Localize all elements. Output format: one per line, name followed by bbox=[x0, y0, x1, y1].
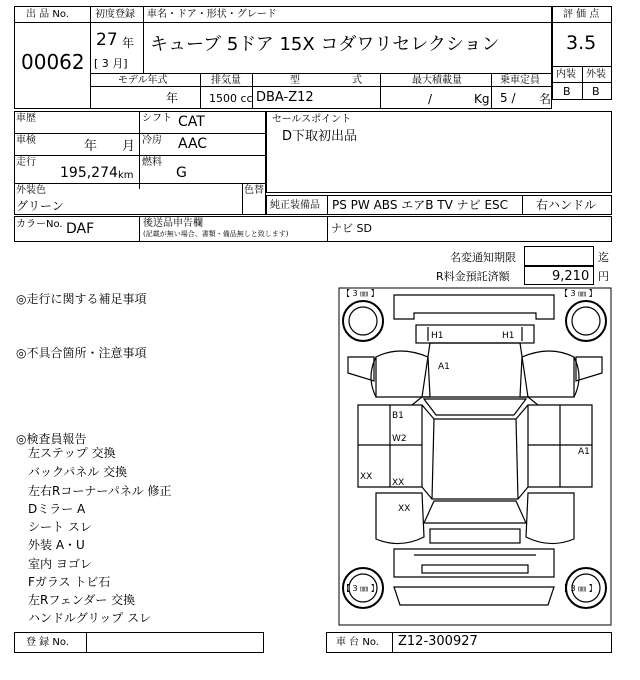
shift-label: シフト bbox=[142, 113, 172, 124]
type-label-2: 式 bbox=[352, 75, 362, 86]
chassis-no-label: 車 台 No. bbox=[336, 637, 379, 648]
tire-label-front-right: 【 3 ㎜ 】 bbox=[560, 289, 597, 298]
after-label: 後送品申告欄 bbox=[143, 218, 203, 229]
mark-xx-lower: XX bbox=[398, 504, 411, 514]
mark-a1-hood: A1 bbox=[438, 362, 450, 372]
ext-color-label: 外装色 bbox=[16, 185, 46, 196]
history-label: 車歴 bbox=[16, 113, 36, 124]
recycle-unit: 円 bbox=[598, 270, 609, 283]
inspector-item: バックパネル 交換 bbox=[28, 465, 128, 479]
inspector-report-label: ◎検査員報告 bbox=[16, 432, 87, 446]
front-bumper-outline bbox=[394, 295, 554, 319]
name-change-unit: 迄 bbox=[598, 251, 609, 264]
mark-h1-left: H1 bbox=[431, 331, 444, 341]
lot-number-label: 出 品 No. bbox=[26, 9, 69, 20]
interior-grade: B bbox=[563, 85, 571, 98]
mark-b1: B1 bbox=[392, 411, 404, 421]
after-items: ナビ SD bbox=[331, 222, 372, 235]
inspection-label: 車検 bbox=[16, 135, 36, 146]
max-load-label: 最大積載量 bbox=[412, 75, 462, 86]
car-damage-diagram bbox=[338, 287, 612, 627]
car-name: キューブ 5ドア 15X コダワリセレクション bbox=[150, 34, 500, 55]
first-reg-year: 27 bbox=[96, 30, 118, 50]
recycle-value: 9,210 bbox=[552, 269, 590, 284]
interior-label: 内装 bbox=[556, 69, 576, 80]
name-change-label: 名変通知期限 bbox=[450, 251, 516, 264]
mileage-value: 195,274 bbox=[60, 165, 118, 181]
vehicle-type: DBA-Z12 bbox=[256, 90, 314, 105]
color-no-value: DAF bbox=[66, 221, 95, 237]
inspection-month-unit: 月 bbox=[122, 139, 136, 154]
capacity-label: 乗車定員 bbox=[500, 75, 540, 86]
shift-value: CAT bbox=[178, 114, 205, 130]
displacement-label: 排気量 bbox=[211, 75, 241, 86]
mark-xx-left: XX bbox=[360, 472, 373, 482]
color-no-label: カラーNo. bbox=[16, 219, 63, 230]
ac-label: 冷房 bbox=[142, 135, 162, 146]
first-reg-month: [ 3 月] bbox=[94, 57, 128, 70]
mark-xx-center: XX bbox=[392, 478, 405, 488]
displacement: 1500 cc bbox=[209, 92, 253, 105]
capacity-unit: 名 bbox=[539, 92, 552, 106]
tire-label-rear-right: 【 3 ㎜ 】 bbox=[560, 584, 597, 593]
mileage-unit: km bbox=[118, 170, 134, 181]
max-load-unit: Kg bbox=[474, 92, 490, 106]
mark-w2: W2 bbox=[392, 434, 407, 444]
registration-no-label: 登 録 No. bbox=[26, 637, 69, 648]
inspector-item: 外装 A・U bbox=[28, 538, 85, 552]
defect-notes-label: ◎不具合箇所・注意事項 bbox=[16, 346, 147, 360]
recolor-label: 色替 bbox=[244, 185, 264, 196]
sales-point-label: セールスポイント bbox=[272, 114, 352, 125]
max-load-slash: / bbox=[428, 92, 433, 106]
roof-outline bbox=[432, 419, 518, 499]
mileage-label: 走行 bbox=[16, 157, 36, 168]
after-note: (記載が無い場合、書類・備品無しと致します) bbox=[143, 230, 289, 238]
fuel-label: 燃料 bbox=[142, 157, 162, 168]
equipment-value: PS PW ABS エアB TV ナビ ESC bbox=[332, 198, 509, 212]
year-unit: 年 bbox=[122, 36, 135, 50]
name-change-field bbox=[524, 246, 594, 266]
inspection-year-unit: 年 bbox=[84, 139, 98, 154]
equipment-label: 純正装備品 bbox=[270, 200, 320, 211]
inspector-item: 左ステップ 交換 bbox=[28, 446, 116, 460]
car-name-label: 車名・ドア・形状・グレード bbox=[147, 9, 277, 20]
ext-color-value: グリーン bbox=[16, 199, 64, 213]
inspector-item: ハンドルグリップ スレ bbox=[28, 611, 152, 625]
capacity: 5 / bbox=[500, 91, 516, 105]
lot-number: 00062 bbox=[21, 50, 85, 74]
color-no-box bbox=[14, 216, 612, 242]
inspector-item: 室内 ヨゴレ bbox=[28, 557, 92, 571]
mark-a1-side: A1 bbox=[578, 447, 590, 457]
tire-label-front-left: 【 3 ㎜ 】 bbox=[342, 289, 379, 298]
inspector-item: シート スレ bbox=[28, 520, 92, 534]
inspector-item: Fガラス トビ石 bbox=[28, 575, 111, 589]
model-year-label: モデル年式 bbox=[118, 75, 168, 86]
fuel-value: G bbox=[176, 165, 187, 181]
handle-value: 右ハンドル bbox=[536, 198, 597, 212]
first-reg-label: 初度登録 bbox=[95, 9, 135, 20]
inspector-item: 左右Rコーナーパネル 修正 bbox=[28, 484, 172, 498]
sales-point-value: D下取初出品 bbox=[282, 129, 358, 144]
mark-h1-right: H1 bbox=[502, 331, 515, 341]
windshield-outline bbox=[424, 399, 526, 415]
type-label: 型 bbox=[290, 75, 300, 86]
tire-label-rear-left: 【 3 ㎜ 】 bbox=[342, 584, 379, 593]
inspector-item: Dミラー A bbox=[28, 502, 86, 516]
ac-value: AAC bbox=[178, 136, 208, 152]
score-label: 評 価 点 bbox=[563, 9, 600, 20]
recycle-label: R料金預託済額 bbox=[436, 270, 510, 283]
inspector-item: 左Rフェンダー 交換 bbox=[28, 593, 136, 607]
chassis-no: Z12-300927 bbox=[398, 634, 478, 649]
overall-score: 3.5 bbox=[566, 32, 597, 54]
running-notes-label: ◎走行に関する補足事項 bbox=[16, 292, 147, 306]
model-year-unit: 年 bbox=[166, 91, 179, 105]
exterior-grade: B bbox=[592, 85, 600, 98]
exterior-label: 外装 bbox=[586, 69, 606, 80]
